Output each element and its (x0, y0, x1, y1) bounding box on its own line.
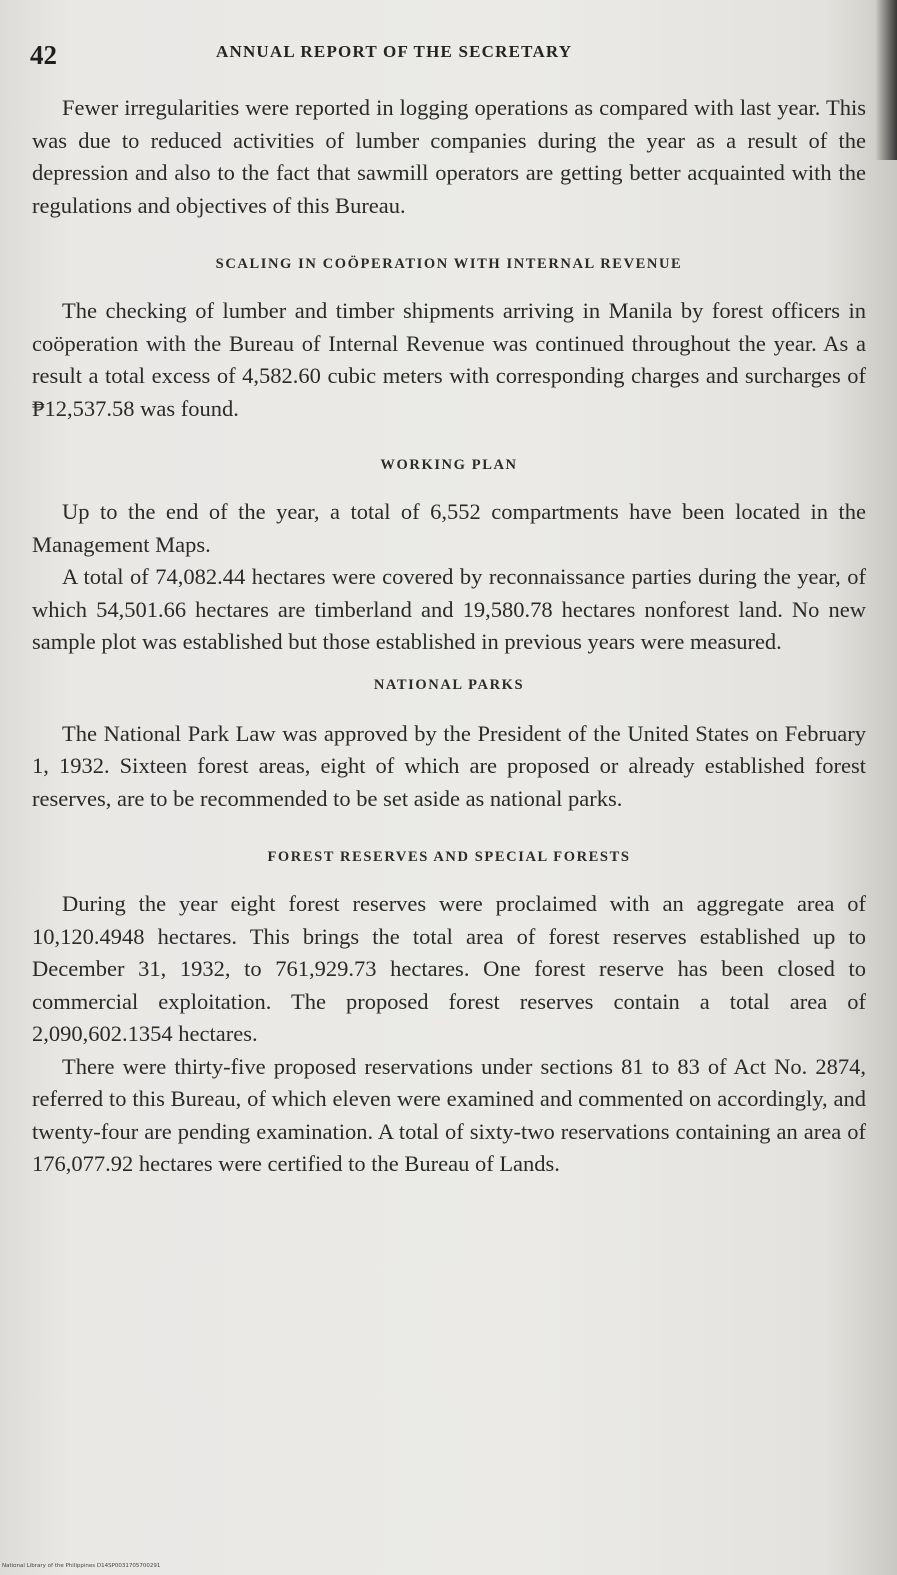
body-text (32, 92, 866, 1181)
forest-reserves-paragraph-2: There were thirty-five proposed reservations under sections 81 to 83 of Act No. 2874, referred to this Bureau, of which eleven were examined and commented on accordingly, and twenty-four are pending examination. A total of sixty-two reservations containing an area of 176,077.92 hectares were certified to the Bureau of Lands. (32, 1053, 866, 1176)
page-number: 42 (30, 40, 57, 70)
scan-footer-stamp: National Library of the Philippines D14SP0031705700291 (2, 1563, 161, 1569)
national-parks-heading: NATIONAL PARKS (373, 676, 525, 693)
working-plan-paragraph-2: A total of 74,082.44 hectares were covered by reconnaissance parties during the year, of which 54,501.66 hectares are timberland and 19,580.78 hectares nonforest land. No new sample plot was established but those established in previous years were measured. (32, 564, 866, 654)
working-plan-heading: WORKING PLAN (380, 457, 518, 473)
working-plan-paragraph-1: Up to the end of the year, a total of 6,552 compartments have been located in the Management Maps. (32, 499, 866, 557)
running-head: ANNUAL REPORT OF THE SECRETARY (216, 42, 573, 61)
intro-paragraph: Fewer irregularities were reported in logging operations as compared with last year. This was due to reduced activities of lumber companies during the year as a result of the depression and also to the fact that sawmill operators are getting better acquainted with the regulations and objectives of this Bureau. (32, 95, 866, 218)
scaling-paragraph: The checking of lumber and timber shipments arriving in Manila by forest officers in coöperation with the Bureau of Internal Revenue was continued throughout the year. As a result a total excess of 4,582.60 cubic meters with corresponding charges and surcharges of ₱12,537.58 was found. (32, 298, 866, 421)
page-header (30, 40, 870, 80)
page-edge-shadow (875, 0, 897, 160)
forest-reserves-paragraph-1: During the year eight forest reserves were proclaimed with an aggregate area of 10,120.4948 hectares. This brings the total area of forest reserves established up to December 31, 1932, to 761,929.73 hectares. One forest reserve has been closed to commercial exploitation. The proposed forest reserves contain a total area of 2,090,602.1354 hectares. (32, 891, 866, 1046)
national-parks-paragraph: The National Park Law was approved by the President of the United States on February 1, 1932. Sixteen forest areas, eight of which are proposed or already established forest reserves, are to be recommended to be set aside as national parks. (32, 720, 866, 811)
scaling-heading: SCALING IN COÖPERATION WITH INTERNAL REVENUE (215, 256, 683, 272)
forest-reserves-heading: FOREST RESERVES AND SPECIAL FORESTS (267, 849, 631, 865)
